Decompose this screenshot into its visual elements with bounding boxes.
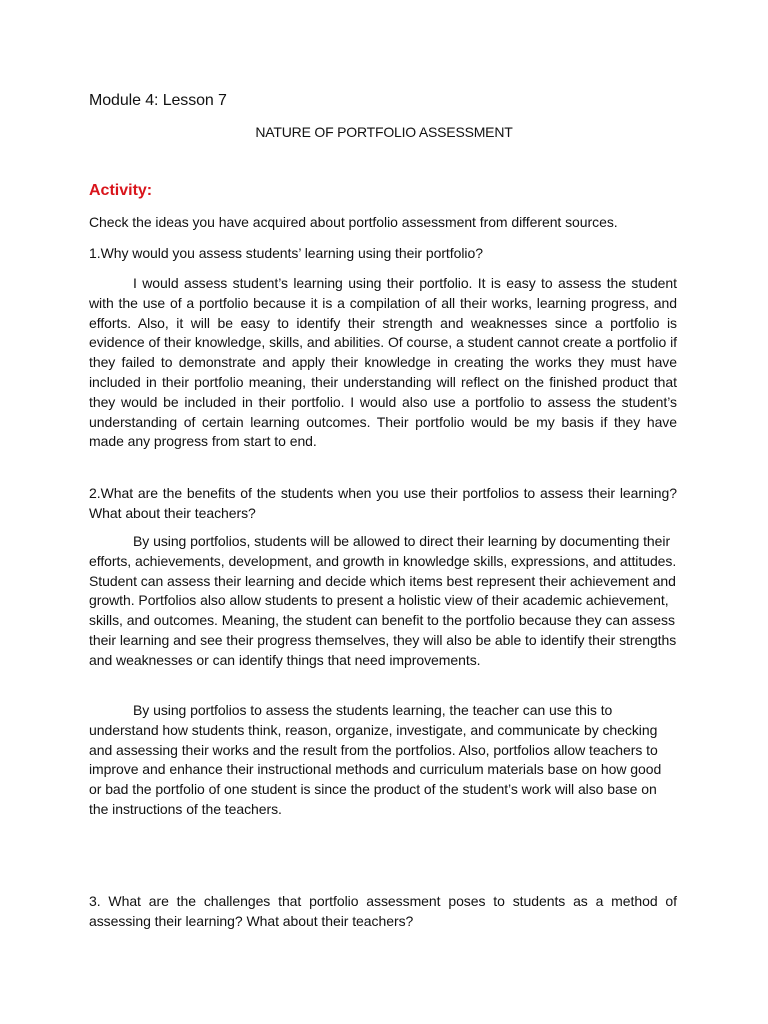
answer-2-students bbox=[89, 532, 677, 671]
module-lesson-heading: Module 4: Lesson 7 bbox=[89, 92, 227, 109]
answer-2-teachers-text: By using portfolios to assess the students learning, the teacher can use this to understand how students think, reason, organize, investigate, and communicate by checking and assessing their works and the result from the portfolios. Also, portfolios allow teachers to improve and enhance their instructional methods and curriculum materials base on how good or bad the portfolio of one student is since the product of the student’s work will also base on the instructions of the teachers. bbox=[89, 702, 662, 817]
document-title: NATURE OF PORTFOLIO ASSESSMENT bbox=[255, 124, 513, 140]
answer-1-text: I would assess student’s learning using their portfolio. It is easy to assess the student with the use of a portfolio because it is a compilation of all their works, learning progress, and efforts. Also, it will be easy to identify their strength and weaknesses since a portfolio is evidence of their knowledge, skills, and abilities. Of course, a student cannot create a portfolio if they failed to demonstrate and apply their knowledge in creating the works they must have included in their portfolio meaning, their understanding will reflect on the finished product that they would be included in their portfolio. I would also use a portfolio to assess the student’s understanding of certain learning outcomes. Their portfolio would be my basis if they have made any progress from start to end. bbox=[89, 275, 677, 450]
question-1: 1.Why would you assess students’ learning using their portfolio? bbox=[89, 245, 483, 261]
question-2: 2.What are the benefits of the students when you use their portfolios to assess their learning? What about their teachers? bbox=[89, 485, 677, 521]
answer-2-students-text: By using portfolios, students will be allowed to direct their learning by documenting their efforts, achievements, development, and growth in knowledge skills, expressions, and attitudes. Student can assess their learning and decide which items best represent their achievement and growth. Portfolios also allow students to present a holistic view of their academic achievement, skills, and outcomes. Meaning, the student can benefit to the portfolio because they can assess their learning and see their progress themselves, they will also be able to identify their strengths and weaknesses or can identify things that need improvements. bbox=[89, 533, 677, 668]
answer-1 bbox=[89, 274, 677, 452]
answer-2-teachers bbox=[89, 701, 677, 820]
instruction-text: Check the ideas you have acquired about portfolio assessment from different sources. bbox=[89, 214, 618, 230]
activity-heading: Activity: bbox=[89, 182, 153, 199]
question-3: 3. What are the challenges that portfolio assessment poses to students as a method of assessing their learning? What about their teachers? bbox=[89, 893, 677, 929]
